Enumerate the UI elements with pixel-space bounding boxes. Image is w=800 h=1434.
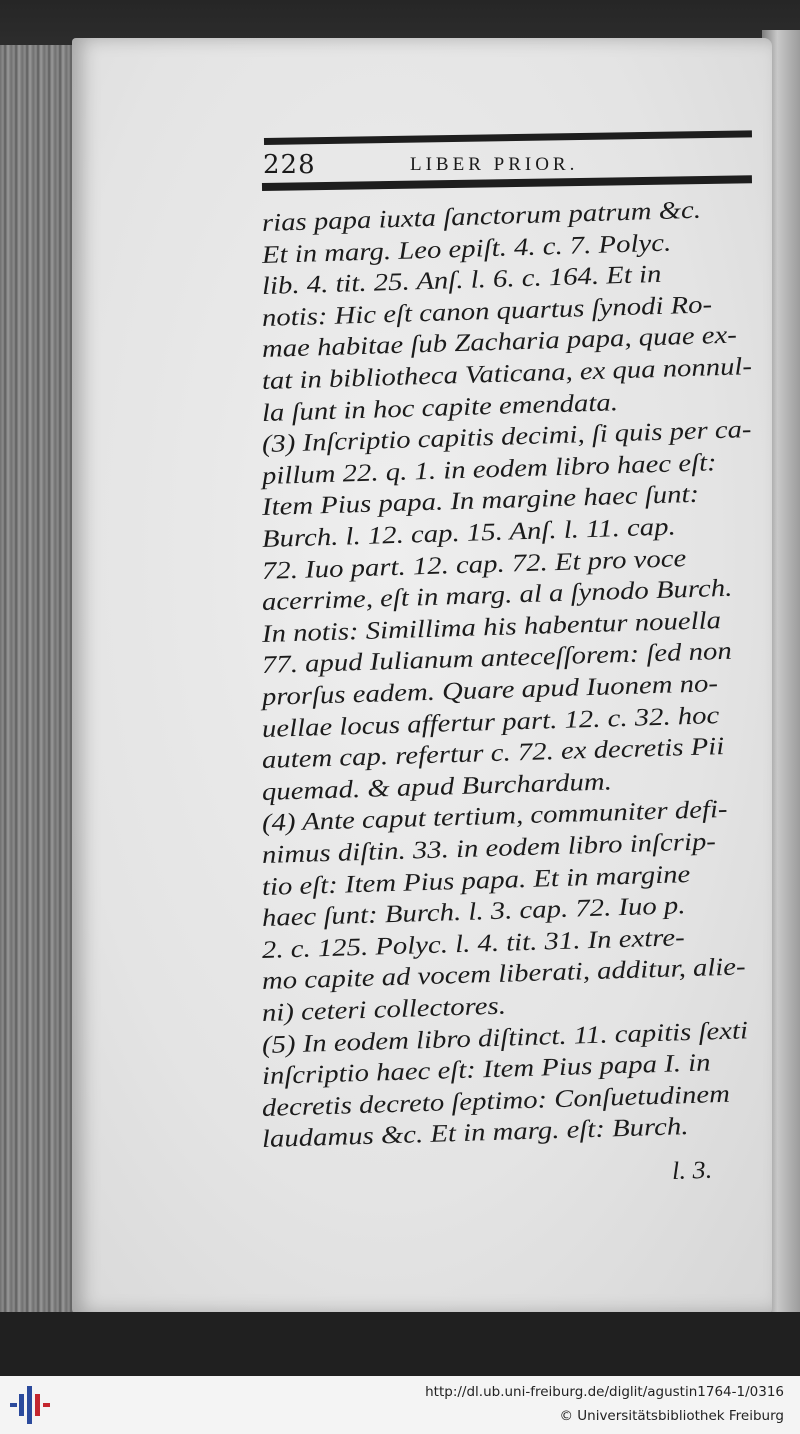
text-line: 2. c. 125. Polyc. l. 4. tit. 31. In extre- bbox=[261, 923, 686, 964]
text-line: In notis: Simillima his habentur nouella bbox=[261, 606, 722, 648]
text-line: la ſunt in hoc capite emendata. bbox=[261, 388, 619, 427]
text-line: laudamus &c. Et in marg. eſt: Burch. bbox=[261, 1113, 689, 1154]
text-line: tio eſt: Item Pius papa. Et in margine bbox=[261, 860, 691, 901]
running-head: LIBER PRIOR. bbox=[410, 154, 579, 175]
text-line: prorſus eadem. Quare apud Iuonem no- bbox=[261, 670, 719, 711]
text-line: quemad. & apud Burchardum. bbox=[261, 768, 613, 806]
text-line: decretis decreto ſeptimo: Conſuetudinem bbox=[261, 1080, 731, 1122]
text-line: (3) Inſcriptio capitis decimi, ſi quis per ca- bbox=[261, 416, 752, 459]
text-line: nimus diſtin. 33. in eodem libro inſcrip- bbox=[261, 828, 717, 869]
book-bottom-shadow bbox=[0, 1312, 800, 1376]
text-line: mae habitae ſub Zacharia papa, quae ex- bbox=[261, 321, 738, 364]
text-line: 77. apud Iulianum anteceſſorem: ſed non bbox=[261, 638, 733, 680]
text-line: uellae locus affertur part. 12. c. 32. hoc bbox=[261, 701, 720, 743]
text-line: l. 3. bbox=[671, 1156, 713, 1185]
text-line: haec ſunt: Burch. l. 3. cap. 72. Iuo p. bbox=[261, 892, 686, 933]
text-line: ni) ceteri collectores. bbox=[261, 992, 507, 1027]
text-line: lib. 4. tit. 25. Anſ. l. 6. c. 164. Et in bbox=[261, 261, 662, 301]
text-line: Burch. l. 12. cap. 15. Anſ. l. 11. cap. bbox=[261, 513, 677, 553]
copyright-notice: © Universitätsbibliothek Freiburg bbox=[559, 1408, 784, 1424]
text-line: Item Pius papa. In margine haec ſunt: bbox=[261, 481, 700, 522]
text-line: tat in bibliotheca Vaticana, ex qua nonnul- bbox=[261, 353, 753, 395]
page-number: 228 bbox=[263, 150, 316, 180]
text-line: mo capite ad vocem liberati, additur, alie- bbox=[261, 953, 747, 996]
text-line: acerrime, eſt in marg. al a ſynodo Burch. bbox=[261, 574, 733, 617]
viewer-footer bbox=[0, 1376, 800, 1434]
text-line: notis: Hic eſt canon quartus ſynodi Ro- bbox=[261, 291, 713, 332]
text-line: (4) Ante caput tertium, communiter defi- bbox=[261, 796, 729, 838]
ub-freiburg-logo-icon[interactable] bbox=[10, 1386, 50, 1424]
text-line: pillum 22. q. 1. in eodem libro haec eſt: bbox=[261, 449, 718, 490]
text-line: 72. Iuo part. 12. cap. 72. Et pro voce bbox=[261, 544, 687, 585]
page-url-link[interactable]: http://dl.ub.uni-freiburg.de/diglit/agustin1764-1/0316 bbox=[425, 1384, 784, 1400]
text-line: (5) In eodem libro diſtinct. 11. capitis ſexti bbox=[261, 1016, 749, 1059]
text-line: rias papa iuxta ſanctorum patrum &c. bbox=[261, 196, 702, 237]
text-line: Et in marg. Leo epiſt. 4. c. 7. Polyc. bbox=[261, 229, 672, 269]
text-line: inſcriptio haec eſt: Item Pius papa I. in bbox=[261, 1049, 711, 1091]
text-line: autem cap. refertur c. 72. ex decretis Pii bbox=[261, 733, 725, 775]
